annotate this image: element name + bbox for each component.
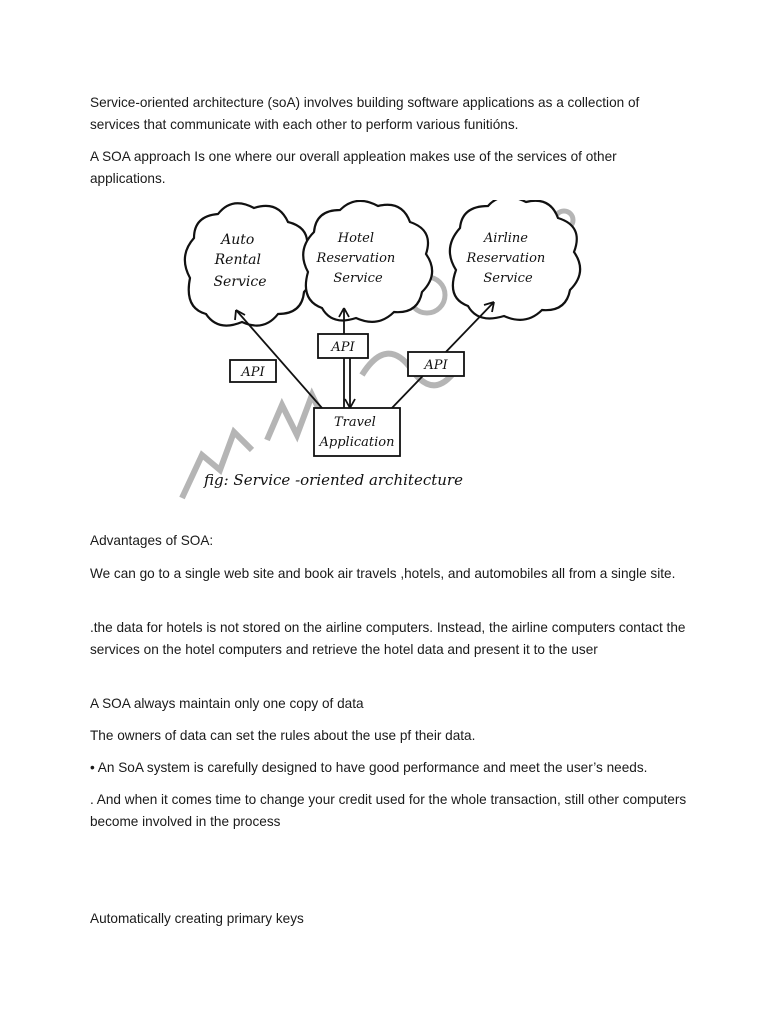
hotel-label-3: Service [333, 271, 383, 286]
approach-paragraph: A SOA approach Is one where our overall appleation makes use of the services of other applications. [90, 149, 617, 186]
auto-label-3: Service [213, 274, 267, 290]
svg-text:Auto Rental Se [213, 232, 266, 290]
intro-paragraph: Service-oriented architecture (soA) involves building software applications as a collection of services that communicate with each other to perform various funitións. [90, 95, 640, 132]
auto-label-2: Rental [214, 252, 261, 268]
api-label-left: API [241, 365, 265, 380]
airline-label-1: Airline [483, 231, 529, 246]
advantage-3: A SOA always maintain only one copy of data [90, 696, 364, 711]
hotel-label-2: Reservation [316, 251, 396, 266]
figure-caption: fig: Service -oriented architecture [204, 471, 463, 489]
airline-label-2: Reservation [466, 251, 546, 266]
advantage-2: .the data for hotels is not stored on the airline computers. Instead, the airline computers contact the services on the hotel computers and retrieve the hotel data and present it to the user [90, 620, 686, 657]
auto-label-1: Auto [221, 232, 255, 248]
travel-label-2: Application [319, 435, 395, 450]
soa-diagram-svg [172, 200, 592, 500]
arrow-to-auto [236, 310, 322, 408]
advantages-heading: Advantages of SOA: [90, 533, 214, 548]
api-label-mid: API [331, 340, 355, 355]
soa-diagram [172, 200, 592, 500]
advantage-5: • An SoA system is carefully designed to have good performance and meet the user’s needs. [90, 760, 648, 775]
airline-label-3: Service [483, 271, 533, 286]
api-label-right: API [424, 358, 448, 373]
advantage-6: . And when it comes time to change your credit used for the whole transaction, still other computers become involved in the process [90, 792, 687, 829]
advantage-4: The owners of data can set the rules about the use pf their data. [90, 728, 476, 743]
travel-label-1: Travel [334, 415, 376, 430]
hotel-label-1: Hotel [337, 231, 375, 246]
primary-keys-heading: Automatically creating primary keys [90, 911, 304, 926]
advantage-1: We can go to a single web site and book air travels ,hotels, and automobiles all from a single site. [90, 566, 676, 581]
